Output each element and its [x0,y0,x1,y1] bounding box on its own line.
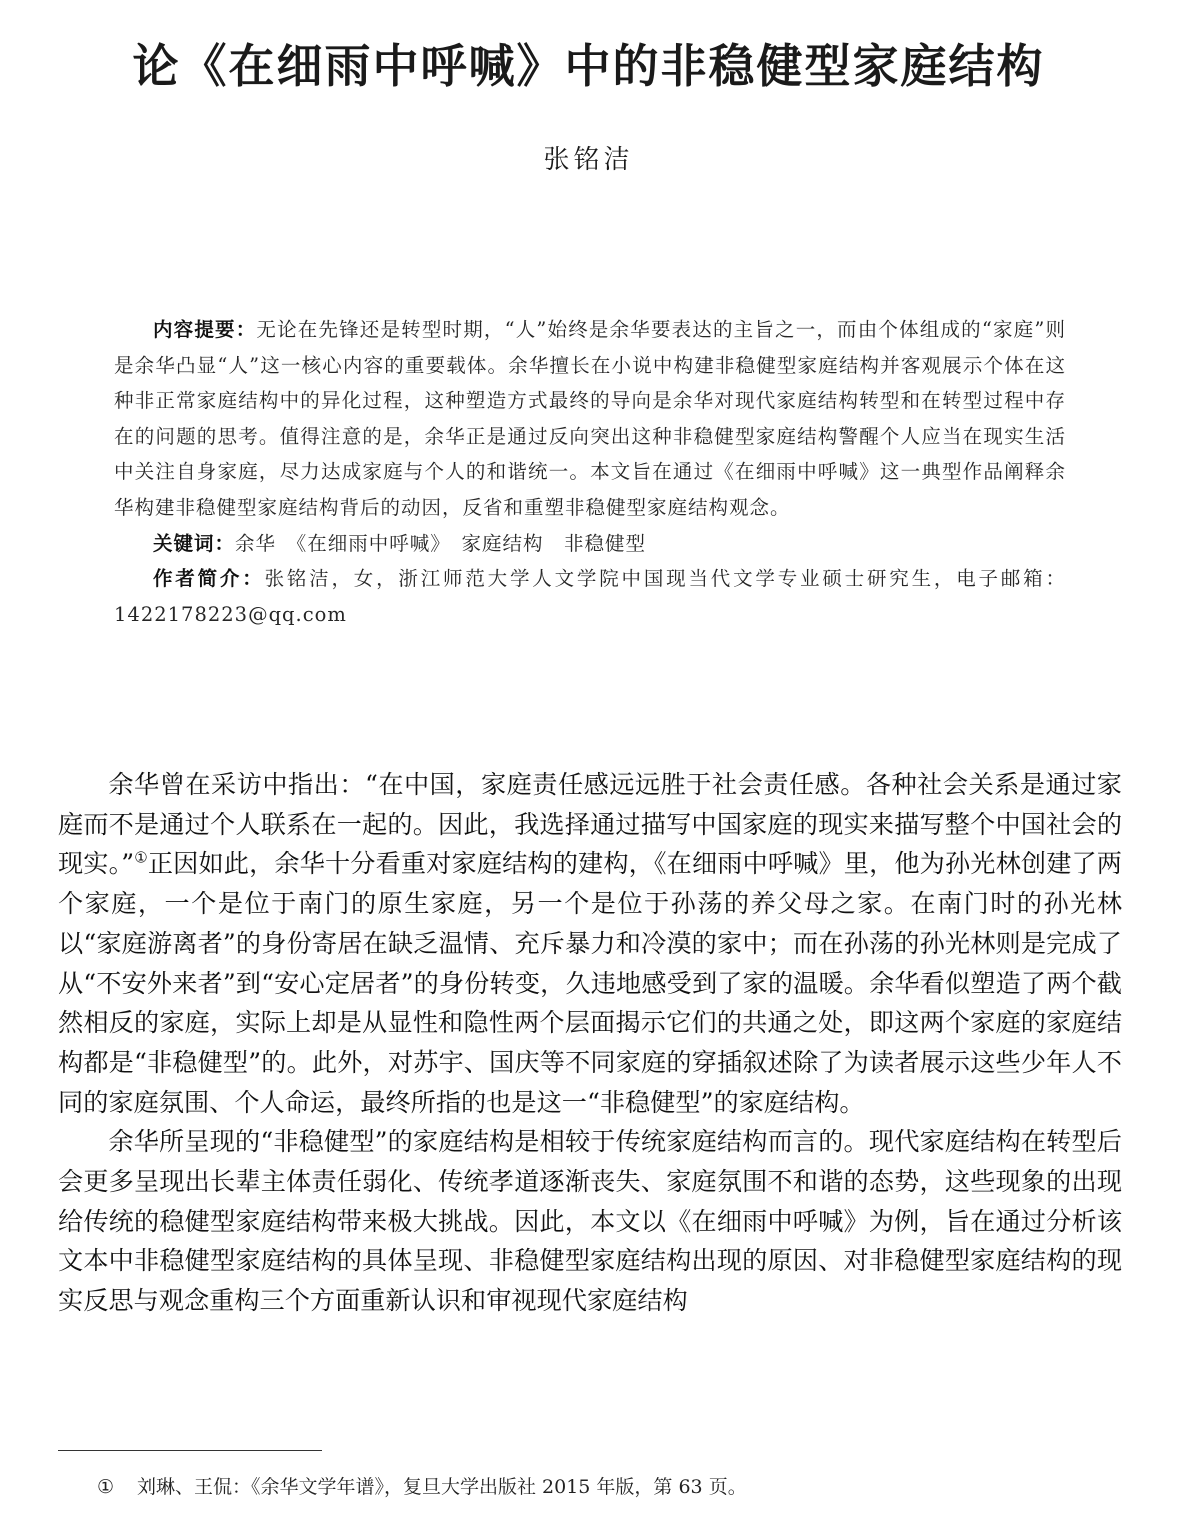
summary-label: 内容提要： [153,318,257,341]
body-text [58,765,1122,1321]
abstract-summary [114,312,1066,526]
footnote-reference: ① [134,849,148,868]
bio-text: 张铭洁，女，浙江师范大学人文学院中国现当代文学专业硕士研究生，电子邮箱：1422178223@qq.com [114,567,1066,626]
bio-label: 作者简介： [153,567,265,591]
body-paragraph-1-part-2: 正因如此，余华十分看重对家庭结构的建构，《在细雨中呼喊》里，他为孙光林创建了两个家庭，一个是位于南门的原生家庭，另一个是位于孙荡的养父母之家。在南门时的孙光林以“家庭游离者”的身份寄居在缺乏温情、充斥暴力和冷漠的家中；而在孙荡的孙光林则是完成了从“不安外来者”到“安心定居者”的身份转变，久违地感受到了家的温暖。余华看似塑造了两个截然相反的家庭，实际上却是从显性和隐性两个层面揭示它们的共通之处，即这两个家庭的家庭结构都是“非稳健型”的。此外，对苏宇、国庆等不同家庭的穿插叙述除了为读者展示这些少年人不同的家庭氛围、个人命运，最终所指的也是这一“非稳健型”的家庭结构。 [58,849,1122,1117]
body-paragraph-1 [58,765,1122,1122]
footnote-text: 刘琳、王侃：《余华文学年谱》，复旦大学出版社 2015 年版，第 63 页。 [137,1476,747,1498]
abstract-author-bio [114,561,1066,632]
footnote [97,1474,1097,1500]
footnote-mark: ① [97,1476,115,1498]
abstract-block [114,312,1066,632]
body-paragraph-2: 余华所呈现的“非稳健型”的家庭结构是相较于传统家庭结构而言的。现代家庭结构在转型后会更多呈现出长辈主体责任弱化、传统孝道逐渐丧失、家庭氛围不和谐的态势，这些现象的出现给传统的稳健型家庭结构带来极大挑战。因此，本文以《在细雨中呼喊》为例，旨在通过分析该文本中非稳健型家庭结构的具体呈现、非稳健型家庭结构出现的原因、对非稳健型家庭结构的现实反思与观念重构三个方面重新认识和审视现代家庭结构 [58,1127,1122,1316]
footnote-divider [58,1450,322,1451]
paper-title: 论《在细雨中呼喊》中的非稳健型家庭结构 [132,39,1045,93]
keywords-text: 余华 《在细雨中呼喊》 家庭结构 非稳健型 [235,531,647,555]
summary-text: 无论在先锋还是转型时期，“人”始终是余华要表达的主旨之一，而由个体组成的“家庭”则是余华凸显“人”这一核心内容的重要载体。余华擅长在小说中构建非稳健型家庭结构并客观展示个体在这种非正常家庭结构中的异化过程，这种塑造方式最终的导向是余华对现代家庭结构转型和在转型过程中存在的问题的思考。值得注意的是，余华正是通过反向突出这种非稳健型家庭结构警醒个人应当在现实生活中关注自身家庭，尽力达成家庭与个人的和谐统一。本文旨在通过《在细雨中呼喊》这一典型作品阐释余华构建非稳健型家庭结构背后的动因，反省和重塑非稳健型家庭结构观念。 [114,318,1066,519]
abstract-keywords [114,526,1066,562]
author-name: 张铭洁 [543,145,634,175]
keywords-label: 关键词： [153,531,236,555]
body-paragraph-1-part-1: 余华曾在采访中指出：“在中国，家庭责任感远远胜于社会责任感。各种社会关系是通过家庭而不是通过个人联系在一起的。因此，我选择通过描写中国家庭的现实来描写整个中国社会的现实。” [58,770,1122,879]
